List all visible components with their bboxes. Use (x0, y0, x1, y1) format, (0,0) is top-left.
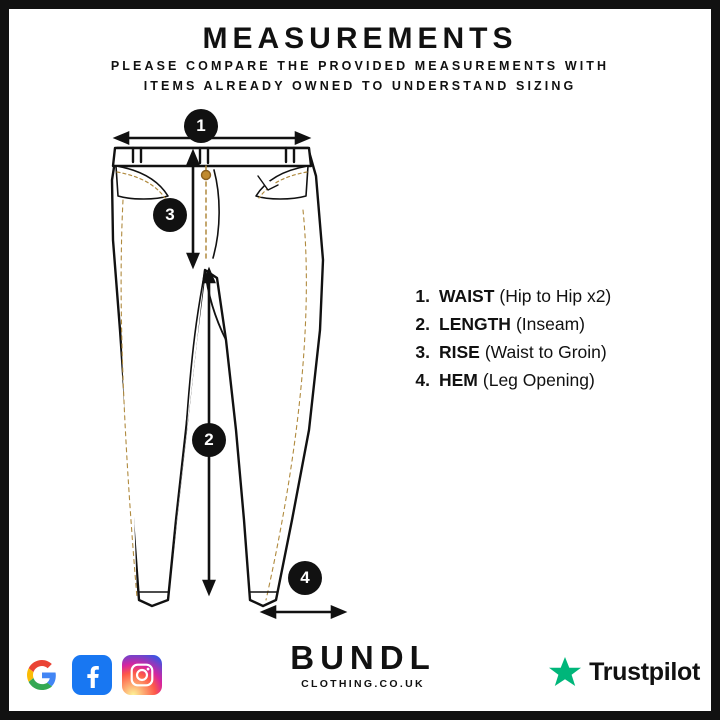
brand-domain: CLOTHING.CO.UK (301, 678, 425, 690)
marker-1-waist: 1 (184, 109, 218, 143)
legend-description: (Leg Opening) (482, 370, 595, 390)
instagram-icon[interactable] (122, 655, 162, 695)
legend-number: 2. (415, 314, 430, 334)
legend-description: (Inseam) (515, 314, 585, 334)
google-icon[interactable] (22, 655, 62, 695)
measurement-legend (400, 286, 690, 398)
legend-number: 1. (415, 286, 430, 306)
facebook-f-glyph (79, 662, 105, 688)
legend-item-rise (400, 342, 690, 363)
marker-3-rise: 3 (153, 198, 187, 232)
marker-4-hem: 4 (288, 561, 322, 595)
trustpilot-star-icon (548, 656, 582, 689)
facebook-icon[interactable] (72, 655, 112, 695)
page-title: MEASUREMENTS (202, 22, 518, 55)
legend-number: 3. (415, 342, 430, 362)
legend-label: RISE (439, 342, 480, 362)
legend-description: (Waist to Groin) (484, 342, 607, 362)
trustpilot-label: Trustpilot (589, 658, 700, 686)
brand-name: BUNDL (290, 639, 436, 676)
legend-item-hem (400, 370, 690, 391)
legend-label: WAIST (439, 286, 495, 306)
instagram-camera-glyph (129, 662, 155, 688)
legend-item-length (400, 314, 690, 335)
social-links (22, 655, 162, 695)
brand-logo (268, 641, 458, 690)
page-subtitle-line2: ITEMS ALREADY OWNED TO UNDERSTAND SIZING (143, 79, 577, 93)
marker-2-length: 2 (192, 423, 226, 457)
legend-item-waist (400, 286, 690, 307)
legend-label: LENGTH (439, 314, 511, 334)
legend-description: (Hip to Hip x2) (499, 286, 612, 306)
page-subtitle-line1: PLEASE COMPARE THE PROVIDED MEASUREMENTS WITH (110, 59, 610, 73)
legend-label: HEM (439, 370, 478, 390)
legend-number: 4. (415, 370, 430, 390)
google-g-glyph (27, 660, 57, 690)
trustpilot-badge[interactable] (548, 656, 700, 689)
